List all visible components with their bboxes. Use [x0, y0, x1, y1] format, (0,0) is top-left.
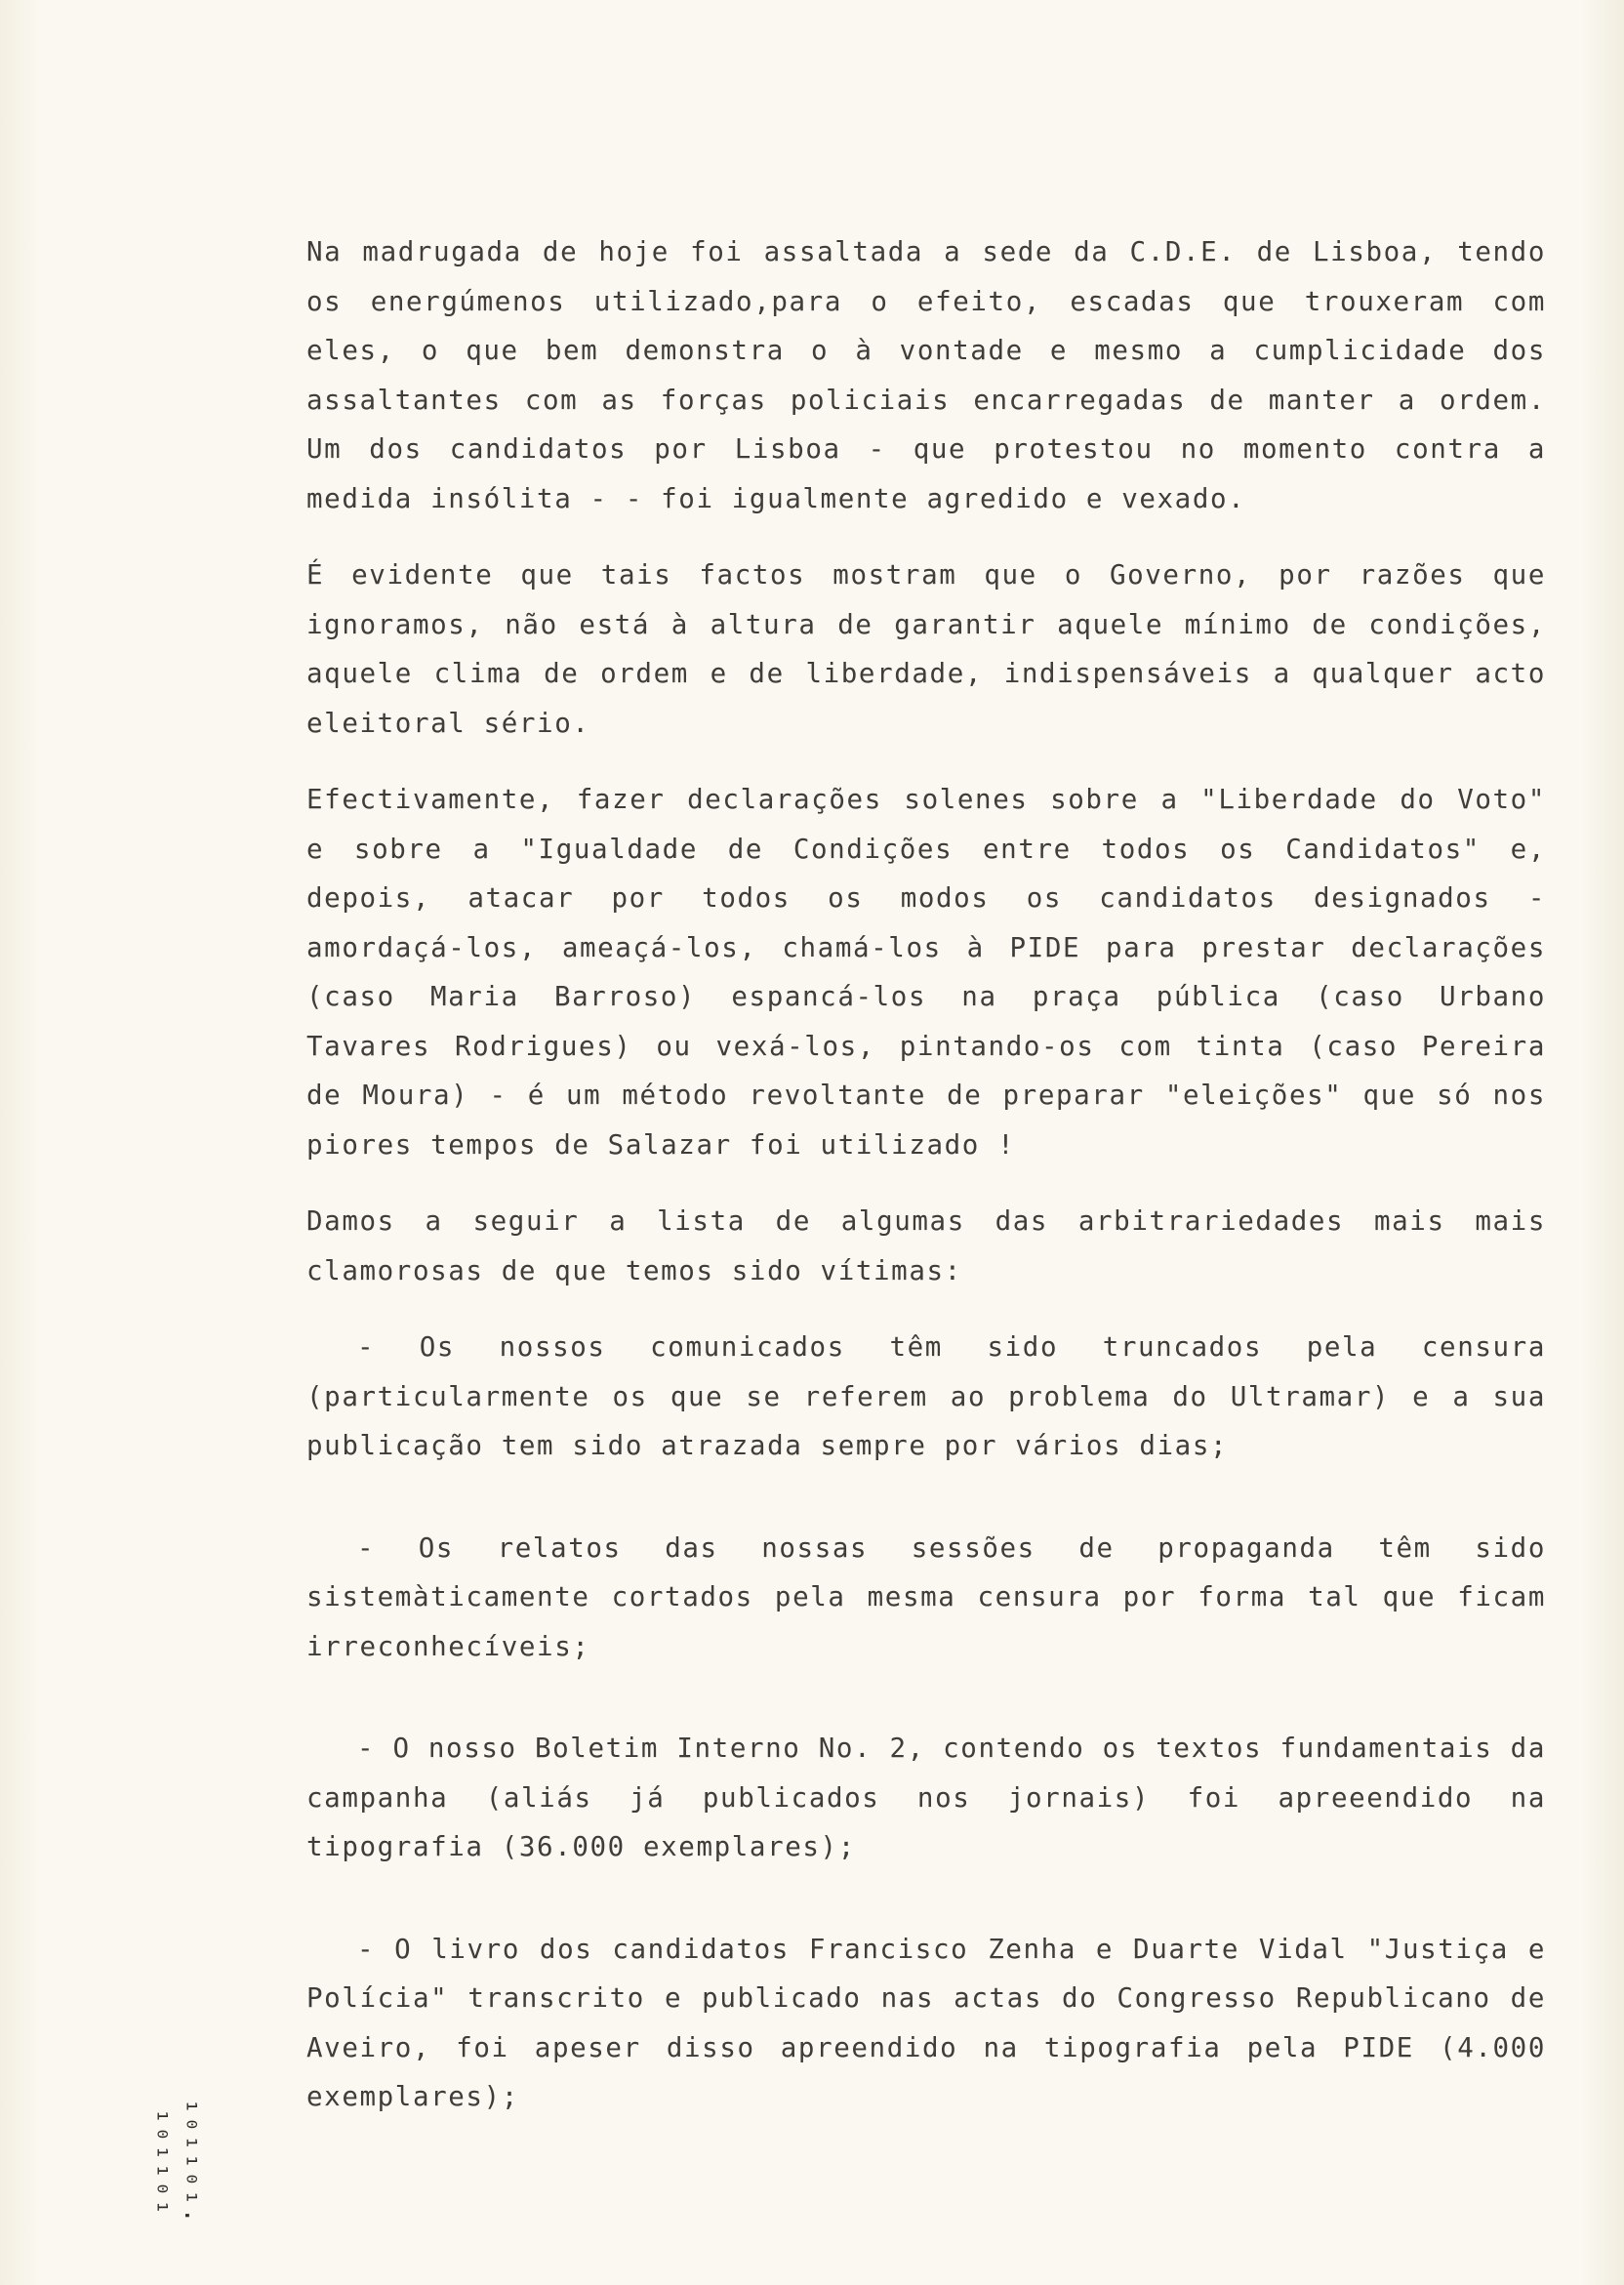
- stamp-line-2: ¹⁰¹¹⁰¹: [142, 2108, 172, 2218]
- list-item-session-reports: - Os relatos das nossas sessões de propaganda têm sido sistemàticamente cortados pela mesma censura por forma tal que ficam irreconhecíveis;: [306, 1531, 1546, 1662]
- list-item-book: - O livro dos candidatos Francisco Zenha e Duarte Vidal "Justiça e Polícia" transcrito e publicado nas actas do Congresso Republicano de Aveiro, foi apeser disso apreendido na tipografia pela PIDE (4.000 exemplares);: [306, 1933, 1546, 2112]
- paragraph-assault: Na madrugada de hoje foi assaltada a sede da C.D.E. de Lisboa, tendo os energúmenos utilizado,para o efeito, escadas que trouxeram com eles, o que bem demonstra o à vontade e mesmo a cumplicidade dos assaltantes com as forças policiais encarregadas de manter a ordem. Um dos candidatos por Lisboa - que protestou no momento contra a medida insólita - - foi igualmente agredido e vexado.: [306, 236, 1546, 514]
- paragraph-effectively: Efectivamente, fazer declarações solenes sobre a "Liberdade do Voto" e sobre a "Igualdade de Condições entre todos os Candidatos" e, depois, atacar por todos os modos os candidatos designados - amordaçá-los, ameaçá-los, chamá-los à PIDE para prestar declarações (caso Maria Barroso) espancá-los na praça pública (caso Urbano Tavares Rodrigues) ou vexá-los, pintando-os com tinta (caso Pereira de Moura) - é um método revoltante de preparar "eleições" que só nos piores tempos de Salazar foi utilizado !: [306, 784, 1546, 1161]
- archive-stamp: [84, 2099, 221, 2265]
- list-item-bulletin: - O nosso Boletim Interno No. 2, contendo os textos fundamentais da campanha (aliás já publicados nos jornais) foi apreeendido na tipografia (36.000 exemplares);: [306, 1733, 1546, 1862]
- paragraph-government: É evidente que tais factos mostram que o Governo, por razões que ignoramos, não está à altura de garantir aquele mínimo de condições, aquele clima de ordem e de liberdade, indispensáveis a qualquer acto eleitoral sério.: [306, 559, 1546, 739]
- list-item-communiques: - Os nossos comunicados têm sido truncados pela censura (particularmente os que se referem ao problema do Ultramar) e a sua publicação tem sido atrazada sempre por vários dias;: [306, 1331, 1546, 1461]
- paragraph-list-intro: Damos a seguir a lista de algumas das arbitrariedades mais mais clamorosas de que temos sido vítimas:: [306, 1205, 1546, 1286]
- document-body: [306, 227, 1546, 2122]
- stamp-line-1: ¹⁰¹¹⁰¹·: [172, 2099, 201, 2226]
